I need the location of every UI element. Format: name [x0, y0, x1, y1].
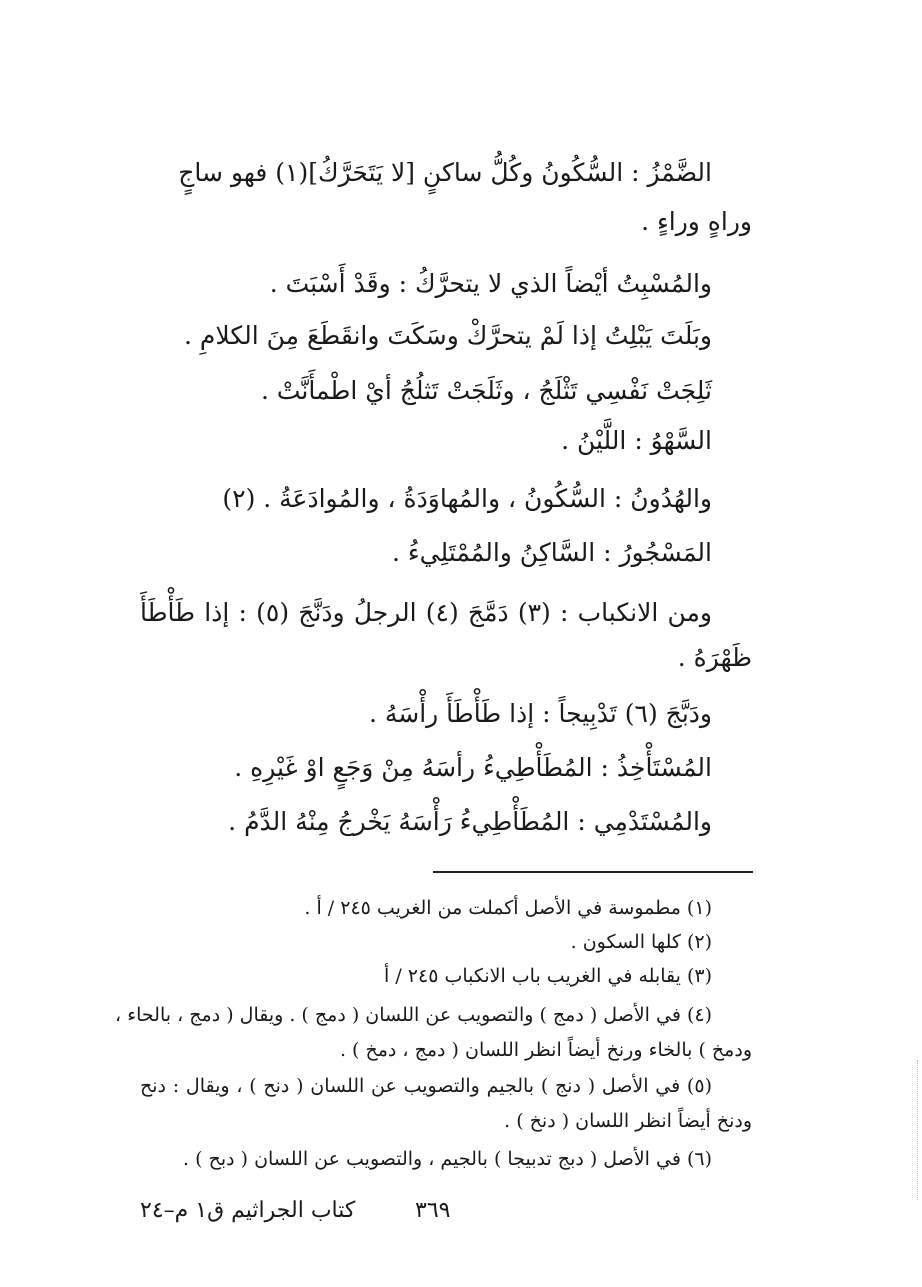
- body-line-6: السَّهْوُ : اللَّيْنُ .: [561, 426, 712, 455]
- footnote-3: (٣) يقابله في الغريب باب الانكباب ٢٤٥ / أ: [384, 965, 712, 987]
- body-line-13: والمُسْتَدْمِي : المُطَأْطِيءُ رَأْسَهُ يَخْرجُ مِنْهُ الدَّمُ .: [228, 807, 712, 836]
- footnote-4: (٤) في الأصل ( دمج ) والتصويب عن اللسان ( دمج ) . ويقال ( دمج ، بالحاء ،: [115, 1004, 712, 1026]
- body-line-8: المَسْجُورُ : السَّاكِنُ والمُمْتَلِيءُ .: [392, 538, 712, 567]
- body-line-5: ثَلِجَتْ نَفْسِي تَثْلَجُ ، وثَلَجَتْ تَثلُجُ أيْ اطْمأَنَّتْ .: [260, 376, 712, 405]
- body-line-11: ودَبَّجَ (٦) تَدْبِيجاً : إذا طَأْطَأَ رأْسَهُ .: [368, 699, 712, 728]
- scan-margin-edge: [917, 1060, 918, 1200]
- body-line-12: المُسْتَأْخِذُ : المُطَأْطِيءُ رأسَهُ مِنْ وَجَعٍ اوْ غَيْرِهِ .: [234, 753, 712, 782]
- body-line-7: والهُدُونُ : السُّكُونُ ، والمُهاوَدَةُ ، والمُوادَعَةُ . (٢): [222, 484, 712, 513]
- body-line-2: وراهٍ وراءٍ .: [641, 207, 752, 236]
- book-title-footer: كتاب الجراثيم ق١ م–٢٤: [140, 1198, 356, 1223]
- footnote-5-continued: ودنخ أيضاً انظر اللسان ( دنخ ) .: [504, 1110, 752, 1132]
- body-line-9: ومن الانكباب : (٣) دَمَّجَ (٤) الرجلُ ودَنَّجَ (٥) : إذا طَأْطَأَ: [140, 598, 712, 627]
- footnote-2: (٢) كلها السكون .: [570, 931, 712, 953]
- footnote-1: (١) مطموسة في الأصل أكملت من الغريب ٢٤٥ / أ .: [304, 897, 712, 919]
- body-line-10: ظَهْرَهُ .: [677, 643, 752, 672]
- footnote-divider: [433, 871, 753, 873]
- page-number: ٣٦٩: [415, 1198, 451, 1223]
- footnote-6: (٦) في الأصل ( دبج تدبيجا ) بالجيم ، والتصويب عن اللسان ( دبح ) .: [183, 1148, 712, 1170]
- body-line-4: وبَلَتَ يَبْلِتُ إذا لَمْ يتحرَّكْ وسَكَتَ وانقَطَعَ مِنَ الكلامِ .: [184, 321, 712, 350]
- footnote-5: (٥) في الأصل ( دنج ) بالجيم والتصويب عن اللسان ( دنح ) ، ويقال : دنح: [140, 1075, 712, 1097]
- body-line-1: الضَّمْزُ : السُّكُونُ وكُلُّ ساكنٍ [لا يَتَحَرَّكُ](١) فهو ساجٍ: [178, 158, 712, 187]
- footnote-4-continued: ودمخ ) بالخاء ورنخ أيضاً انظر اللسان ( دمج ، دمخ ) .: [339, 1039, 752, 1061]
- body-line-3: والمُسْبِتُ أيْضاً الذي لا يتحرَّكُ : وقَدْ أَسْبَتَ .: [269, 269, 712, 298]
